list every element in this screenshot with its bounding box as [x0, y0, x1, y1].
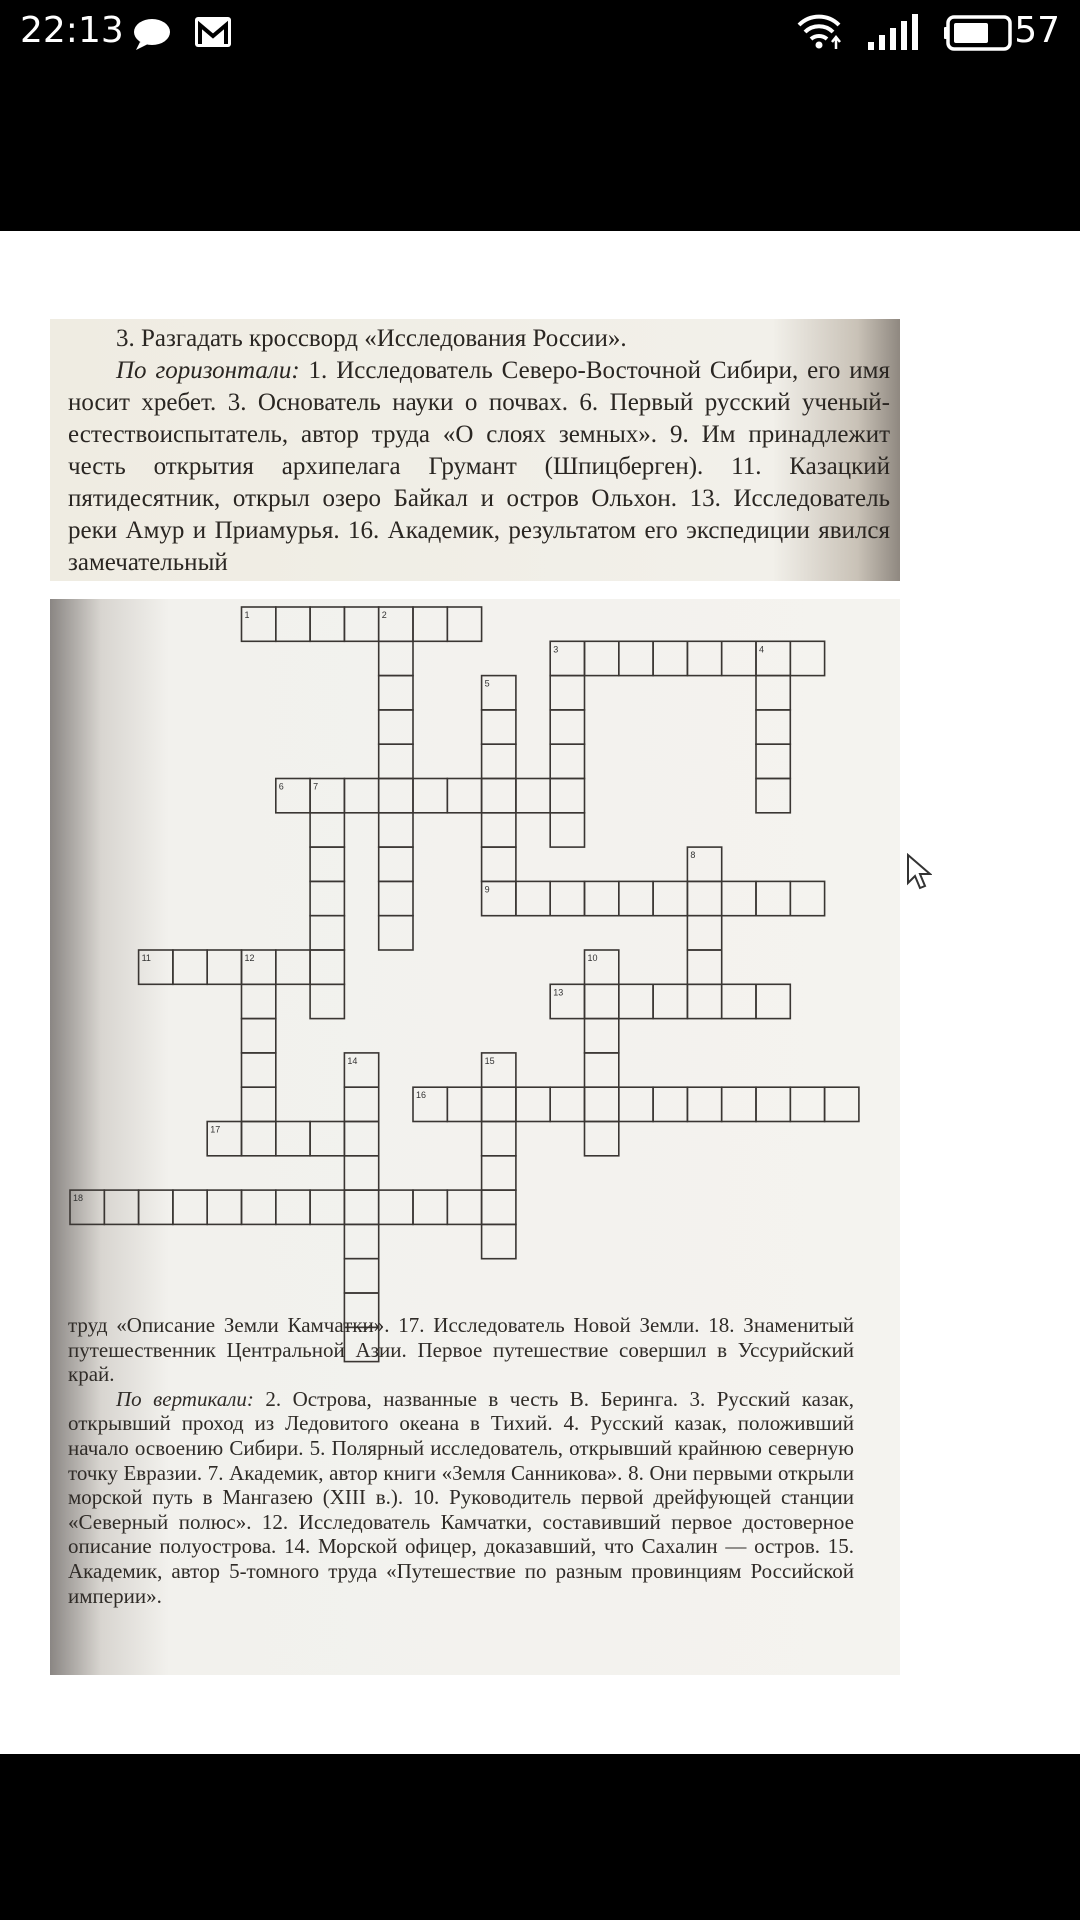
crossword-cell — [344, 607, 378, 641]
crossword-cell — [139, 1190, 173, 1224]
chat-bubble-icon — [132, 16, 172, 52]
crossword-cell — [585, 1122, 619, 1156]
task-text-bottom — [68, 1313, 854, 1608]
crossword-cell — [516, 779, 550, 813]
crossword-cell — [344, 1259, 378, 1293]
crossword-cell — [379, 779, 413, 813]
crossword-cell — [413, 607, 447, 641]
crossword-cell — [825, 1087, 859, 1121]
crossword-cell — [344, 1087, 378, 1121]
crossword-clue-number: 15 — [484, 1055, 495, 1066]
crossword-cell — [104, 1190, 138, 1224]
crossword-cell — [585, 1053, 619, 1087]
battery-percent: 57 — [1014, 10, 1060, 51]
crossword-cell — [207, 1190, 241, 1224]
crossword-cell — [687, 881, 721, 915]
crossword-clue-number: 8 — [690, 850, 696, 861]
task-title: 3. Разгадать кроссворд «Исследования России». — [116, 325, 627, 352]
crossword-cell — [516, 1087, 550, 1121]
crossword-cell — [344, 1224, 378, 1258]
crossword-clue-number: 6 — [278, 781, 284, 792]
crossword-cell — [687, 984, 721, 1018]
crossword-cell — [790, 641, 824, 675]
crossword-cell — [482, 744, 516, 778]
crossword-cell — [653, 641, 687, 675]
crossword-clue-number: 17 — [210, 1124, 221, 1135]
crossword-clue-number: 13 — [553, 987, 564, 998]
crossword-clue-number: 5 — [484, 678, 490, 689]
horizontal-label: По горизонтали: — [116, 357, 300, 384]
crossword-cell — [687, 950, 721, 984]
crossword-clue-number: 10 — [587, 953, 598, 963]
crossword-cell — [276, 1122, 310, 1156]
crossword-cell — [379, 641, 413, 675]
crossword-cell — [310, 916, 344, 950]
crossword-cell — [722, 641, 756, 675]
crossword-cell — [756, 881, 790, 915]
crossword-cell — [344, 779, 378, 813]
crossword-cell — [242, 1087, 276, 1121]
crossword-cell — [242, 984, 276, 1018]
crossword-cell — [379, 813, 413, 847]
crossword-cell — [550, 1087, 584, 1121]
crossword-clue-number: 2 — [381, 610, 387, 620]
crossword-cell — [310, 950, 344, 984]
crossword-cell — [687, 1087, 721, 1121]
crossword-cell — [310, 984, 344, 1018]
crossword-cell — [619, 641, 653, 675]
gmail-icon — [194, 14, 232, 50]
crossword-cell — [310, 1190, 344, 1224]
crossword-cell — [379, 916, 413, 950]
crossword-cell — [379, 676, 413, 710]
crossword-cell — [482, 779, 516, 813]
crossword-clue-number: 18 — [73, 1193, 84, 1204]
crossword-cell — [619, 1087, 653, 1121]
crossword-cell — [722, 881, 756, 915]
vertical-label: По вертикали: — [116, 1386, 254, 1411]
crossword-cell — [242, 1190, 276, 1224]
crossword-clue-number: 3 — [553, 644, 559, 655]
crossword-cell — [653, 881, 687, 915]
crossword-cell — [550, 813, 584, 847]
crossword-cell — [722, 984, 756, 1018]
crossword-cell — [242, 1122, 276, 1156]
crossword-cell — [722, 1087, 756, 1121]
mouse-cursor-icon — [906, 853, 932, 891]
crossword-clue-number: 9 — [484, 884, 490, 895]
crossword-cell — [379, 881, 413, 915]
crossword-cell — [310, 1122, 344, 1156]
crossword-cell — [550, 744, 584, 778]
crossword-cell — [310, 813, 344, 847]
crossword-cell — [756, 676, 790, 710]
crossword-cell — [379, 710, 413, 744]
crossword-cell — [585, 641, 619, 675]
crossword-cell — [585, 1019, 619, 1053]
crossword-clue-number: 12 — [244, 953, 255, 963]
crossword-cell — [242, 1019, 276, 1053]
crossword-cell — [413, 779, 447, 813]
crossword-cell — [756, 710, 790, 744]
crossword-clue-number: 16 — [416, 1090, 427, 1101]
crossword-cell — [653, 984, 687, 1018]
crossword-clue-number: 4 — [759, 644, 765, 655]
crossword-cell — [550, 779, 584, 813]
crossword-cell — [619, 984, 653, 1018]
crossword-cell — [379, 1190, 413, 1224]
crossword-cell — [310, 847, 344, 881]
crossword-cell — [379, 744, 413, 778]
crossword-cell — [687, 916, 721, 950]
crossword-cell — [344, 1156, 378, 1190]
crossword-cell — [756, 984, 790, 1018]
crossword-cell — [242, 1053, 276, 1087]
crossword-cell — [790, 1087, 824, 1121]
crossword-cell — [550, 881, 584, 915]
crossword-cell — [276, 1190, 310, 1224]
crossword-cell — [756, 1087, 790, 1121]
vertical-clues-text: 2. Острова, названные в честь В. Беринга. 3. Русский казак, открывший проход из Ледовитого океана в Тихий. 4. Русский казак, положивший начало освоению Сибири. 5. Полярный исследователь, открывший крайнюю северную точку Евразии. 7. Академик, автор книги «Земля Санникова». 8. Они первыми открыли морской путь в Мангазею (XIII в.). 10. Руководитель первой дрейфующей станции «Северный полюс». 12. Исследователь Камчатки, составивший первое достоверное описание полуострова. 14. Морской офицер, доказавший, что Сахалин — остров. 15. Академик, автор 5-томного труда «Путешествие по разным провинциям Российской империи». — [68, 1386, 854, 1608]
crossword-cell — [379, 847, 413, 881]
crossword-cell — [756, 779, 790, 813]
crossword-cell — [482, 1087, 516, 1121]
vertical-clues — [68, 1387, 854, 1608]
battery-icon — [944, 14, 1016, 52]
crossword-cell — [585, 1087, 619, 1121]
crossword-cell — [207, 950, 241, 984]
crossword-cell — [344, 1190, 378, 1224]
crossword-cell — [173, 950, 207, 984]
crossword-cell — [756, 744, 790, 778]
crossword-cell — [482, 847, 516, 881]
crossword-cell — [482, 1190, 516, 1224]
crossword-cell — [447, 607, 481, 641]
crossword-cell — [447, 1190, 481, 1224]
crossword-cell — [482, 1224, 516, 1258]
status-bar — [0, 0, 1080, 66]
crossword-cell — [344, 1122, 378, 1156]
crossword-cell — [653, 1087, 687, 1121]
crossword-cell — [173, 1190, 207, 1224]
crossword-cell — [447, 1087, 481, 1121]
crossword-cell — [310, 607, 344, 641]
crossword-cell — [482, 710, 516, 744]
crossword-cell — [482, 1156, 516, 1190]
crossword-cell — [413, 1190, 447, 1224]
crossword-cell — [310, 881, 344, 915]
crossword-cell — [276, 607, 310, 641]
crossword-clue-number: 14 — [347, 1055, 358, 1066]
signal-icon — [866, 14, 920, 52]
crossword-cell — [447, 779, 481, 813]
image-viewer[interactable] — [0, 231, 1080, 1754]
status-time: 22:13 — [20, 10, 124, 51]
crossword-clue-number: 7 — [313, 781, 319, 792]
crossword-cell — [482, 813, 516, 847]
crossword-cell — [790, 881, 824, 915]
crossword-cell — [585, 881, 619, 915]
horizontal-clues-part2: труд «Описание Земли Камчатки». 17. Исследователь Новой Земли. 18. Знаменитый путешественник Центральной Азии. Первое путешествие совершил в Уссурийский край. — [68, 1313, 854, 1387]
crossword-clue-number: 1 — [244, 610, 250, 620]
crossword-cell — [687, 641, 721, 675]
crossword-cell — [619, 881, 653, 915]
crossword-cell — [482, 1122, 516, 1156]
crossword-cell — [550, 710, 584, 744]
crossword-cell — [516, 881, 550, 915]
horizontal-clues-text: 1. Исследователь Северо-Восточной Сибири, его имя носит хребет. 3. Основатель науки о почвах. 6. Первый русский ученый-естествоиспытатель, автор труда «О слоях земных». 9. Им принадлежит честь открытия архипелага Грумант (Шпицберген). 11. Казацкий пятидесятник, открыл озеро Байкал и остров Ольхон. 13. Исследователь реки Амур и Приамурья. 16. Академик, результатом его экспедиции явился замечательный — [68, 357, 890, 576]
wifi-icon — [796, 12, 842, 52]
crossword-clue-number: 11 — [141, 953, 151, 963]
crossword-cell — [276, 950, 310, 984]
crossword-cell — [550, 676, 584, 710]
crossword-cell — [585, 984, 619, 1018]
